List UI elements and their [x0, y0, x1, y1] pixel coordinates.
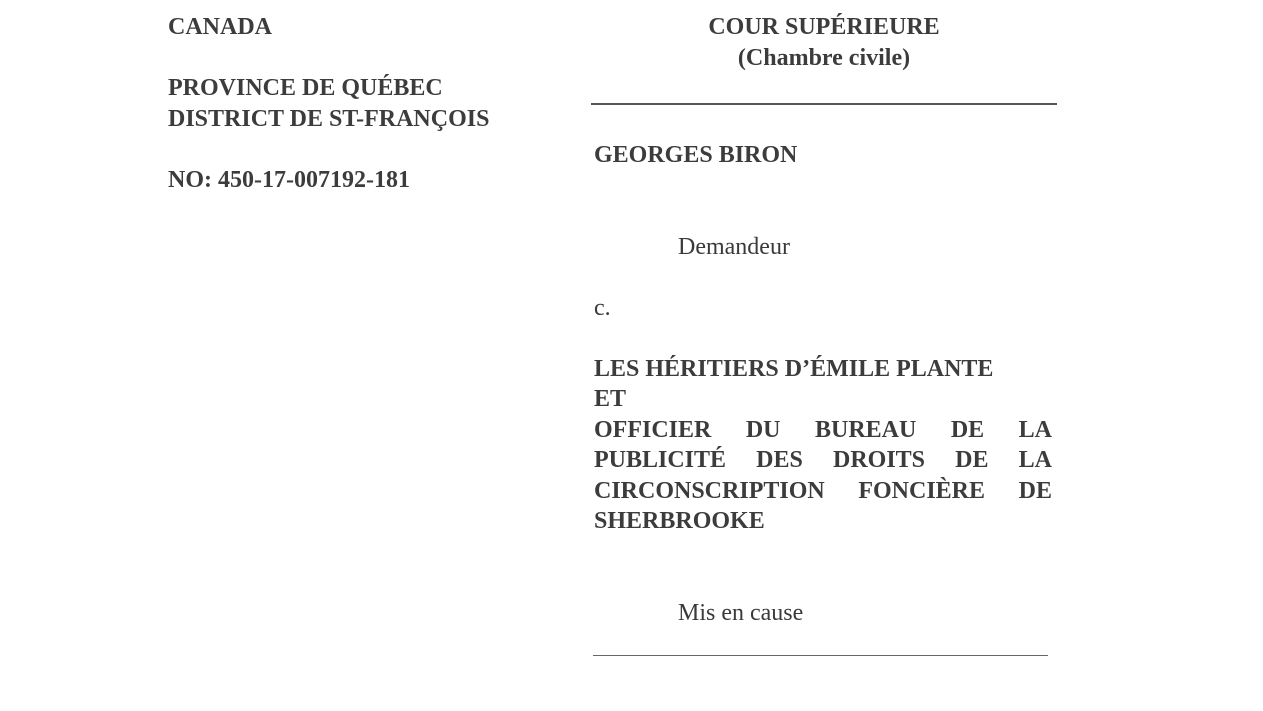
province-label: PROVINCE DE QUÉBEC [168, 75, 443, 101]
top-divider [591, 103, 1057, 105]
plaintiff-name: GEORGES BIRON [594, 142, 798, 168]
defendant-line-4: PUBLICITÉ DES DROITS DE LA [594, 447, 1052, 473]
plaintiff-role: Demandeur [678, 234, 790, 260]
defendant-line-6: SHERBROOKE [594, 508, 765, 534]
defendant-line-5: CIRCONSCRIPTION FONCIÈRE DE [594, 478, 1052, 504]
bottom-divider [593, 655, 1048, 656]
court-name: COUR SUPÉRIEURE [708, 14, 940, 40]
defendant-line-1: LES HÉRITIERS D’ÉMILE PLANTE [594, 356, 994, 382]
court-chamber: (Chambre civile) [737, 45, 911, 71]
defendant-role: Mis en cause [678, 600, 804, 626]
defendant-line-3: OFFICIER DU BUREAU DE LA [594, 417, 1052, 443]
versus-label: c. [594, 295, 611, 321]
country-label: CANADA [168, 14, 272, 40]
defendant-line-2: ET [594, 386, 627, 412]
file-number: NO: 450-17-007192-181 [168, 167, 410, 193]
district-label: DISTRICT DE ST-FRANÇOIS [168, 106, 490, 132]
